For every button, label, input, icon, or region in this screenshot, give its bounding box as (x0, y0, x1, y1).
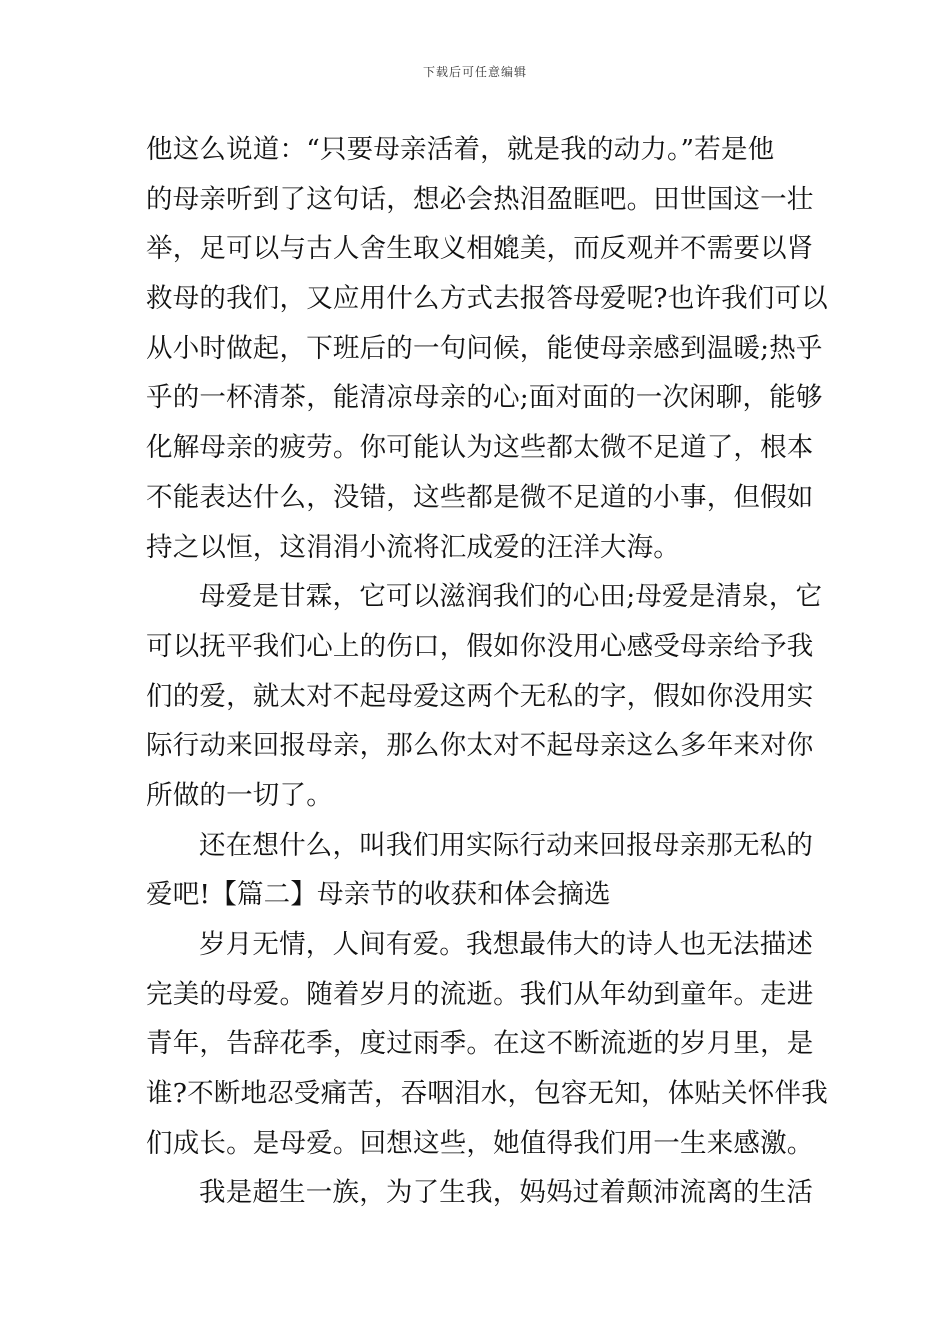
paragraph-start-line: 母爱是甘霖，它可以滋润我们的心田;母爱是清泉，它 (199, 581, 823, 613)
text-line: 从小时做起，下班后的一句问候，能使母亲感到温暖;热乎 (146, 332, 823, 364)
text-line: 他这么说道：“只要母亲活着，就是我的动力。”若是他 (146, 134, 775, 165)
paragraph-start-line: 岁月无情，人间有爱。我想最伟大的诗人也无法描述 (199, 929, 814, 960)
text-line: 可以抚平我们心上的伤口，假如你没用心感受母亲给予我 (146, 630, 814, 662)
text-line: 化解母亲的疲劳。你可能认为这些都太微不足道了，根本 (146, 432, 814, 464)
text-line: 持之以恒，这涓涓小流将汇成爱的汪洋大海。 (146, 531, 680, 563)
text-line: 救母的我们，又应用什么方式去报答母爱呢?也许我们可以 (146, 283, 828, 315)
text-line: 青年，告辞花季，度过雨季。在这不断流逝的岁月里，是 (146, 1028, 814, 1060)
paragraph-start-line: 我是超生一族，为了生我，妈妈过着颠沛流离的生活 (199, 1177, 814, 1209)
body-text (146, 125, 828, 1218)
paragraph-start-line: 还在想什么，叫我们用实际行动来回报母亲那无私的 (199, 829, 814, 861)
text-line: 谁?不断地忍受痛苦，吞咽泪水，包容无知，体贴关怀伴我 (146, 1078, 828, 1110)
text-line: 举，足可以与古人舍生取义相媲美，而反观并不需要以肾 (146, 233, 814, 265)
text-line: 所做的一切了。 (146, 779, 333, 811)
text-line: 乎的一杯清茶，能清凉母亲的心;面对面的一次闲聊，能够 (146, 382, 823, 414)
text-line: 不能表达什么，没错，这些都是微不足道的小事，但假如 (146, 481, 814, 513)
text-line: 际行动来回报母亲，那么你太对不起母亲这么多年来对你 (146, 730, 814, 762)
text-line: 们成长。是母爱。回想这些，她值得我们用一生来感激。 (146, 1127, 814, 1159)
text-line: 们的爱，就太对不起母爱这两个无私的字，假如你没用实 (146, 680, 814, 712)
text-line: 完美的母爱。随着岁月的流逝。我们从年幼到童年。走进 (146, 978, 814, 1010)
section-heading-line: 爱吧!【篇二】母亲节的收获和体会摘选 (146, 879, 611, 911)
page-header-note: 下载后可任意编辑 (422, 65, 527, 79)
text-line: 的母亲听到了这句话，想必会热泪盈眶吧。田世国这一壮 (146, 183, 814, 215)
